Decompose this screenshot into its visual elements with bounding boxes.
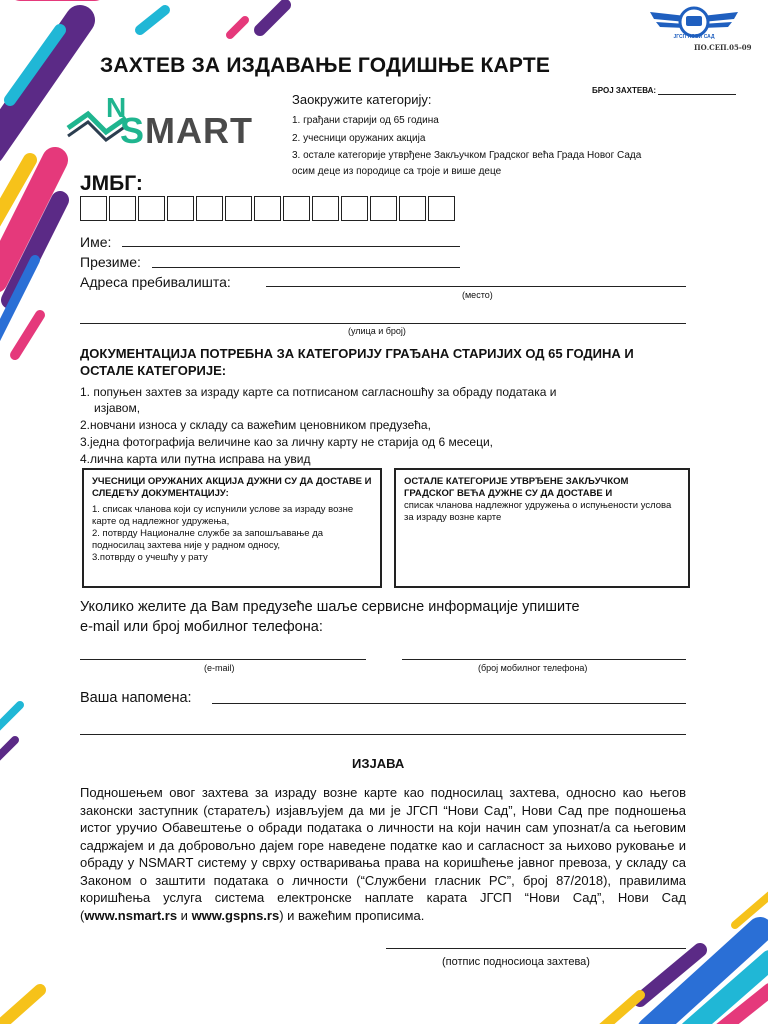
contact-line-1: Уколико желите да Вам предузеће шаље сервисне информације упишите — [80, 599, 580, 615]
doc-item-3: 3.једна фотографија величине као за личну карту не старија од 6 месеци, — [80, 435, 493, 449]
contact-info-text — [80, 597, 580, 637]
other-categories-box — [394, 468, 690, 588]
jmbg-digit-box[interactable] — [138, 196, 165, 221]
nsmart-logo — [66, 92, 266, 152]
category-3-note: осим деце из породице са троје и више деце — [292, 166, 502, 177]
category-2[interactable]: 2. учесници оружаних акција — [292, 133, 426, 144]
surname-field[interactable] — [152, 267, 460, 268]
statement-body: Подношењем овог захтева за израду возне карте као подносилац захтева, односно као његов законски заступник (старатељ) изјављујем да ми је ЈГСП “Нови Сад”, Нови Сад пре подношења истог уручио Обавештење о обради података о личности на који начин сам упознат/а са његовим садржајем и да добровољно дајем горе наведене податке као и сагласност за њихово руковање и обраду у NSMART систему у сврху остваривања права на коришћење јавног превоза, у складу са Законом о заштити података о личности (“Службени гласник РС”, број 87/2018), правилима коришћења услуга система електронске наплате карата ЈГСП “Нови Сад”, Нови Сад ( — [80, 785, 686, 923]
place-hint: (место) — [462, 290, 493, 300]
jmbg-digit-box[interactable] — [428, 196, 455, 221]
veterans-box — [82, 468, 382, 588]
jmbg-digit-box[interactable] — [283, 196, 310, 221]
doc-item-4: 4.лична карта или путна исправа на увид — [80, 452, 311, 466]
jmbg-digit-box[interactable] — [167, 196, 194, 221]
doc-item-1-cont: изјавом, — [94, 401, 141, 415]
street-field[interactable] — [80, 323, 686, 324]
jmbg-digit-box[interactable] — [196, 196, 223, 221]
request-number-label: БРОЈ ЗАХТЕВА: — [592, 86, 657, 95]
note-field[interactable] — [212, 703, 686, 704]
statement-text — [80, 784, 686, 924]
documentation-title: ДОКУМЕНТАЦИЈА ПОТРЕБНА ЗА КАТЕГОРИЈУ ГРАЂАНА СТАРИЈИХ ОД 65 ГОДИНА И ОСТАЛЕ КАТЕГОРИЈЕ: — [80, 346, 634, 378]
category-3[interactable]: 3. остале категорије утврђене Закључком Градског већа Града Новог Сада — [292, 150, 642, 161]
jmbg-label: ЈМБГ: — [80, 172, 143, 195]
doc-item-2: 2.новчани износа у складу са важећим ценовником предузећа, — [80, 418, 431, 432]
logo-letter-n: N — [106, 92, 127, 123]
other-box-text: списак чланова надлежног удружења о испуњености услова за израду возне карте — [404, 500, 672, 523]
jmbg-digit-box[interactable] — [312, 196, 339, 221]
veterans-item-2: 2. потврду Националне службе за запошљавање да подносилац захтева није у радном односу, — [92, 528, 324, 551]
email-field[interactable] — [80, 659, 366, 660]
name-field[interactable] — [122, 246, 460, 247]
doc-item-1: 1. попуњен захтев за израду карте са потписаном сагласношћу за обраду података и — [80, 385, 557, 399]
jmbg-digit-box[interactable] — [399, 196, 426, 221]
name-label: Име: — [80, 234, 112, 250]
address-label: Адреса пребивалишта: — [80, 274, 231, 290]
veterans-item-3: 3.потврду о учешћу у рату — [92, 552, 208, 563]
form-code: ПО.СЕП.05-09 — [694, 43, 752, 52]
note-field-line-2[interactable] — [80, 734, 686, 735]
surname-label: Презиме: — [80, 254, 141, 270]
other-box-title: ОСТАЛЕ КАТЕГОРИЈЕ УТВРЂЕНЕ ЗАКЉУЧКОМ ГРАДСКОГ ВЕЋА ДУЖНЕ СУ ДА ДОСТАВЕ И — [404, 476, 629, 499]
category-1[interactable]: 1. грађани старији од 65 година — [292, 115, 439, 126]
gspns-link[interactable]: www.gspns.rs — [191, 907, 280, 923]
request-number-field[interactable] — [592, 86, 736, 95]
street-hint: (улица и број) — [348, 326, 406, 336]
jmbg-digit-box[interactable] — [80, 196, 107, 221]
jmbg-digit-box[interactable] — [254, 196, 281, 221]
company-emblem-icon — [646, 2, 742, 42]
phone-hint: (број мобилног телефона) — [478, 663, 588, 673]
signature-hint: (потпис подносиоца захтева) — [442, 956, 590, 968]
logo-letters-mart: MART — [145, 110, 253, 151]
jmbg-digit-box[interactable] — [225, 196, 252, 221]
logo-wordmark — [120, 110, 253, 152]
statement-heading: ИЗЈАВА — [352, 756, 405, 771]
jmbg-digit-box[interactable] — [341, 196, 368, 221]
statement-and: и — [177, 907, 192, 923]
nsmart-link[interactable]: www.nsmart.rs — [84, 907, 178, 923]
categories-heading: Заокружите категорију: — [292, 92, 432, 107]
logo-letter-s: S — [120, 110, 146, 151]
jmbg-digit-box[interactable] — [370, 196, 397, 221]
place-field[interactable] — [266, 286, 686, 287]
jmbg-input-boxes[interactable] — [80, 196, 457, 221]
emblem-text: ЈГСП НОВИ САД — [673, 34, 715, 40]
contact-line-2: e-mail или број мобилног телефона: — [80, 619, 323, 635]
signature-field[interactable] — [386, 948, 686, 949]
jmbg-digit-box[interactable] — [109, 196, 136, 221]
email-hint: (e-mail) — [204, 663, 235, 673]
phone-field[interactable] — [402, 659, 686, 660]
veterans-box-title: УЧЕСНИЦИ ОРУЖАНИХ АКЦИЈА ДУЖНИ СУ ДА ДОСТАВЕ И СЛЕДЕЋУ ДОКУМЕНТАЦИЈУ: — [92, 476, 372, 499]
statement-end: ) и важећим прописима. — [279, 907, 425, 923]
veterans-item-1: 1. списак чланова који су испунили услове за израду возне карте од надлежног удружења, — [92, 504, 354, 527]
page-title: ЗАХТЕВ ЗА ИЗДАВАЊЕ ГОДИШЊЕ КАРТЕ — [100, 54, 551, 77]
note-label: Ваша напомена: — [80, 690, 192, 706]
